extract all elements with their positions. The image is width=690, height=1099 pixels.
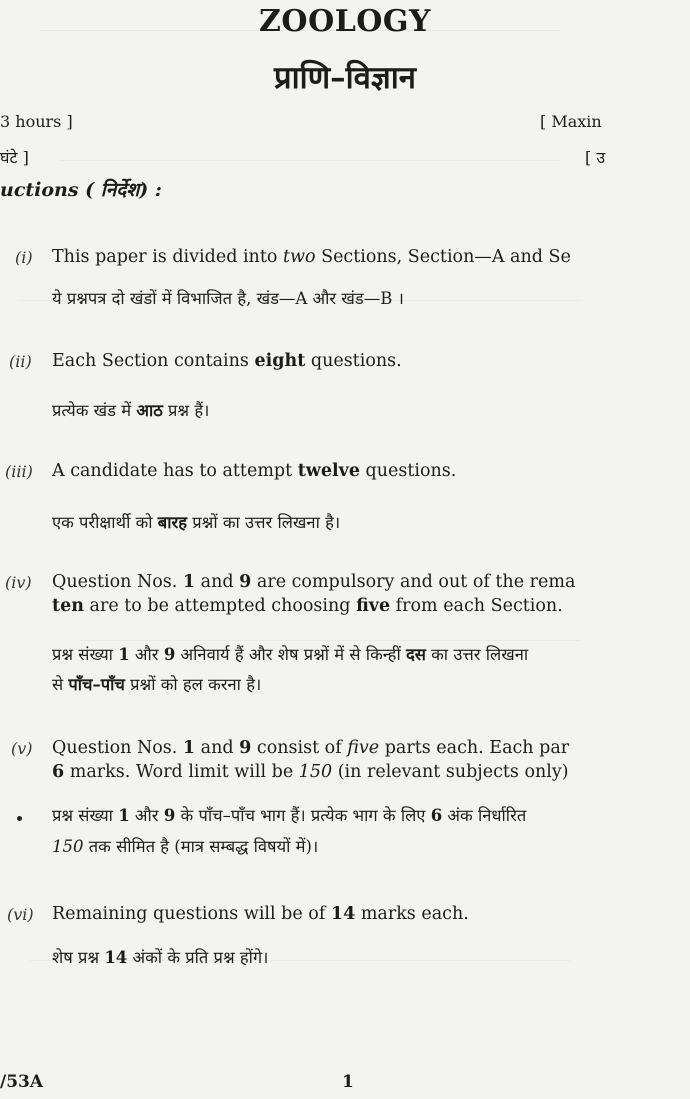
instruction-4-english-line1: Question Nos. 1 and 9 are compulsory and out of the rema [52, 572, 576, 592]
bleed-through-line [80, 640, 580, 641]
instruction-1-english: This paper is divided into two Sections, Section—A and Se [52, 247, 571, 267]
time-allowed-english: 3 hours ] [0, 112, 73, 131]
instruction-4-english-line2: ten are to be attempted choosing five from each Section. [52, 596, 563, 616]
instruction-5-hindi-line2: 150 तक सीमित है (मात्र सम्बद्ध विषयों में)। [52, 837, 319, 856]
instruction-6-english: Remaining questions will be of 14 marks each. [52, 904, 469, 924]
bleed-through-line [60, 160, 560, 161]
instruction-5-english-line1: Question Nos. 1 and 9 consist of five parts each. Each par [52, 738, 570, 758]
instruction-5-hindi-line1: प्रश्न संख्या 1 और 9 के पाँच–पाँच भाग हैं। प्रत्येक भाग के लिए 6 अंक निर्धारित [52, 806, 527, 825]
instruction-number: (iv) [5, 573, 32, 592]
instruction-number: (ii) [9, 352, 32, 371]
instruction-2-english: Each Section contains eight questions. [52, 351, 402, 371]
page-title-hindi: प्राणि–विज्ञान [274, 60, 416, 96]
max-marks-hindi: [ उ [585, 148, 606, 167]
instructions-heading: uctions ( निर्देश) : [0, 179, 162, 201]
instruction-5-english-line2: 6 marks. Word limit will be 150 (in relevant subjects only) [52, 762, 569, 782]
bullet-dot [17, 816, 22, 821]
instruction-6-hindi: शेष प्रश्न 14 अंकों के प्रति प्रश्न होंगे। [52, 948, 269, 967]
max-marks-english: [ Maxin [540, 112, 602, 131]
time-allowed-hindi: घंटे ] [0, 148, 29, 167]
instruction-number: (i) [15, 248, 33, 267]
paper-code: /53A [0, 1072, 44, 1092]
instruction-3-hindi: एक परीक्षार्थी को बारह प्रश्नों का उत्तर लिखना है। [52, 513, 341, 532]
instruction-4-hindi-line2: से पाँच–पाँच प्रश्नों को हल करना है। [52, 675, 262, 694]
page-number: 1 [342, 1072, 354, 1092]
instruction-2-hindi: प्रत्येक खंड में आठ प्रश्न हैं। [52, 401, 210, 420]
instruction-number: (iii) [5, 462, 33, 481]
instruction-1-hindi: ये प्रश्नपत्र दो खंडों में विभाजित है, खंड—A और खंड—B । [52, 289, 404, 308]
instruction-4-hindi-line1: प्रश्न संख्या 1 और 9 अनिवार्य हैं और शेष प्रश्नों में से किन्हीं दस का उत्तर लिखना [52, 645, 529, 664]
instruction-3-english: A candidate has to attempt twelve questions. [52, 461, 457, 481]
page-title-english: ZOOLOGY [259, 4, 431, 39]
instruction-number: (vi) [7, 905, 34, 924]
instruction-number: (v) [11, 739, 33, 758]
